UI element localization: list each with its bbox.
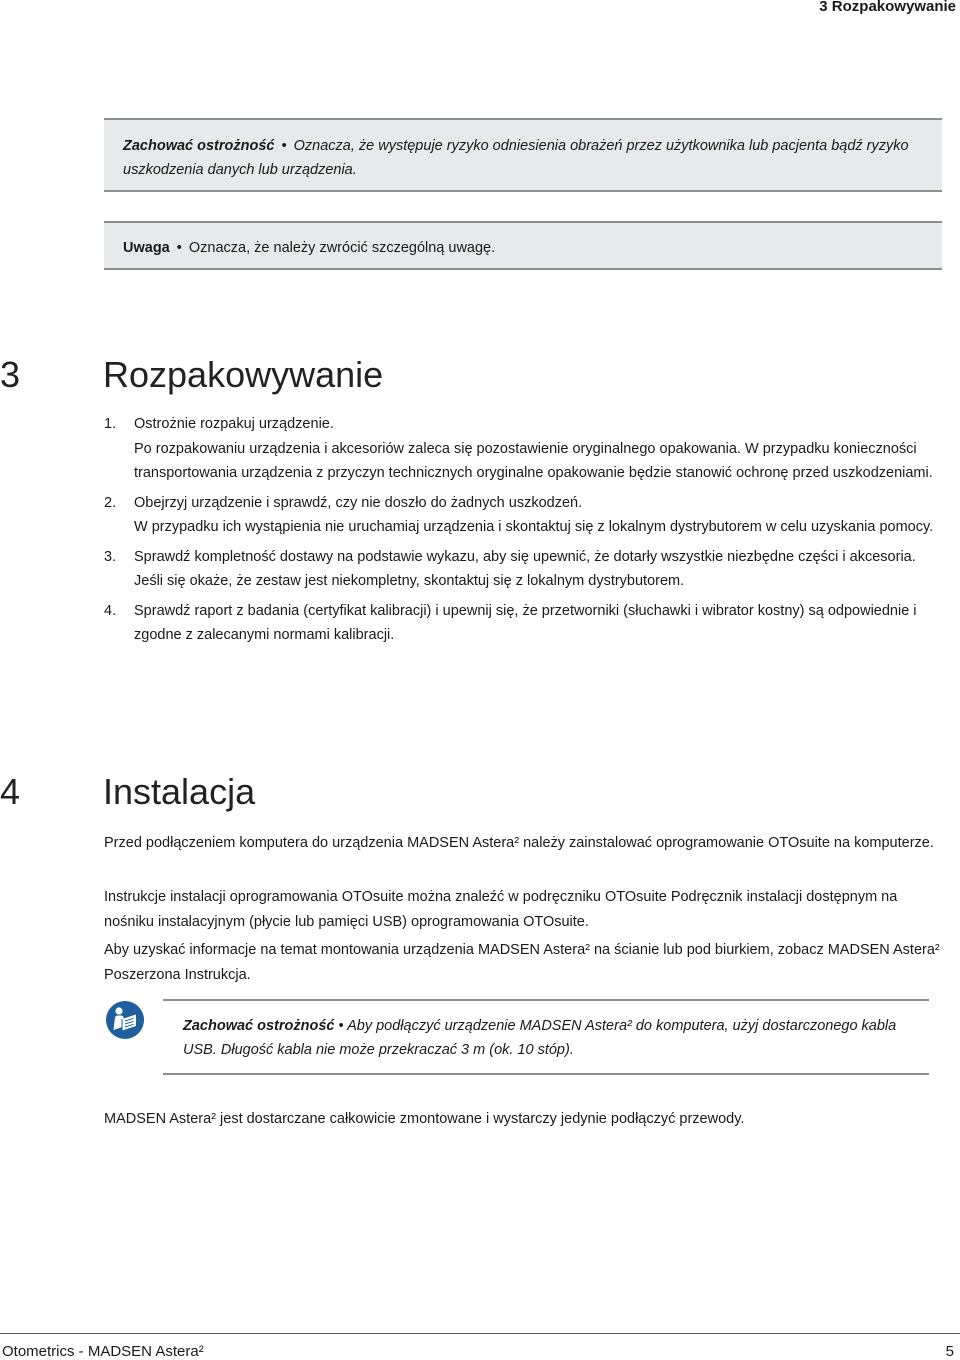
step-number: 4. xyxy=(104,602,117,619)
footer-divider xyxy=(0,1333,960,1334)
step-title: Sprawdź kompletność dostawy na podstawie wykazu, aby się upewnić, że dotarły wszystkie niezbędne części i akcesoria. xyxy=(134,548,916,565)
usb-caution-bullet: • xyxy=(338,1018,344,1034)
note-notice xyxy=(104,221,942,270)
caution-label: Zachować ostrożność xyxy=(123,138,275,154)
list-item xyxy=(104,599,944,648)
step-number: 3. xyxy=(104,548,117,565)
step-title: Ostrożnie rozpakuj urządzenie. xyxy=(134,416,334,432)
install-paragraph: Przed podłączeniem komputera do urządzenia MADSEN Astera² należy zainstalować oprogramowanie OTOsuite na komputerze. xyxy=(104,835,934,851)
step-title: Obejrzyj urządzenie i sprawdź, czy nie doszło do żadnych uszkodzeń. xyxy=(134,494,583,511)
unpacking-steps xyxy=(104,412,944,653)
usb-caution-text: Aby podłączyć urządzenie MADSEN Astera² do komputera, użyj dostarczonego kabla USB. Długość kabla nie może przekraczać 3 m (ok. 10 stóp). xyxy=(183,1018,897,1058)
section-3-number: 3 xyxy=(0,354,21,395)
list-item xyxy=(104,491,944,540)
page-number: 5 xyxy=(945,1343,954,1360)
install-paragraph: Aby uzyskać informacje na temat montowania urządzenia MADSEN Astera² na ścianie lub pod biurkiem, zobacz MADSEN Astera² Poszerzona Instrukcja. xyxy=(104,942,940,983)
step-body: W przypadku ich wystąpienia nie uruchamiaj urządzenia i skontaktuj się z lokalnym dystrybutorem w celu uzyskania pomocy. xyxy=(134,519,934,535)
closing-paragraph: MADSEN Astera² jest dostarczane całkowicie zmontowane i wystarczy jedynie podłączyć przewody. xyxy=(104,1111,745,1127)
caution-text: Oznacza, że występuje ryzyko odniesienia obrażeń przez użytkownika lub pacjenta bądź ryzyko uszkodzenia danych lub urządzenia. xyxy=(123,138,909,178)
running-header: 3 Rozpakowywanie xyxy=(819,0,956,15)
note-label: Uwaga xyxy=(123,240,170,256)
read-manual-icon xyxy=(105,1000,145,1040)
step-number: 1. xyxy=(104,416,117,432)
usb-caution-label: Zachować ostrożność xyxy=(183,1018,335,1034)
step-title: Sprawdź raport z badania (certyfikat kalibracji) i upewnij się, że przetworniki (słuchawki i wibrator kostny) są odpowiednie i zgodne z zalecanymi normami kalibracji. xyxy=(134,602,917,643)
section-3-title: Rozpakowywanie xyxy=(103,354,384,395)
step-body: Po rozpakowaniu urządzenia i akcesoriów zaleca się pozostawienie oryginalnego opakowania. W przypadku konieczności transportowania urządzenia z przyczyn technicznych oryginalne opakowanie będzie stanowić ochronę przed uszkodzeniami. xyxy=(134,440,933,481)
note-text: Oznacza, że należy zwrócić szczególną uwagę. xyxy=(188,240,496,256)
usb-caution-notice xyxy=(163,999,929,1075)
footer-product: Otometrics - MADSEN Astera² xyxy=(2,1343,204,1360)
section-4-number: 4 xyxy=(0,771,21,812)
step-body: Jeśli się okaże, że zestaw jest niekompletny, skontaktuj się z lokalnym dystrybutorem. xyxy=(134,573,685,589)
caution-notice xyxy=(104,118,942,192)
caution-bullet: • xyxy=(281,138,287,154)
step-number: 2. xyxy=(104,494,117,511)
section-4-title: Instalacja xyxy=(103,771,256,812)
note-bullet: • xyxy=(176,240,182,256)
list-item xyxy=(104,545,944,594)
list-item xyxy=(104,412,944,486)
install-paragraph: Instrukcje instalacji oprogramowania OTOsuite można znaleźć w podręczniku OTOsuite Podręcznik instalacji dostępnym na nośniku instalacyjnym (płycie lub pamięci USB) oprogramowania OTOsuite. xyxy=(104,889,898,930)
